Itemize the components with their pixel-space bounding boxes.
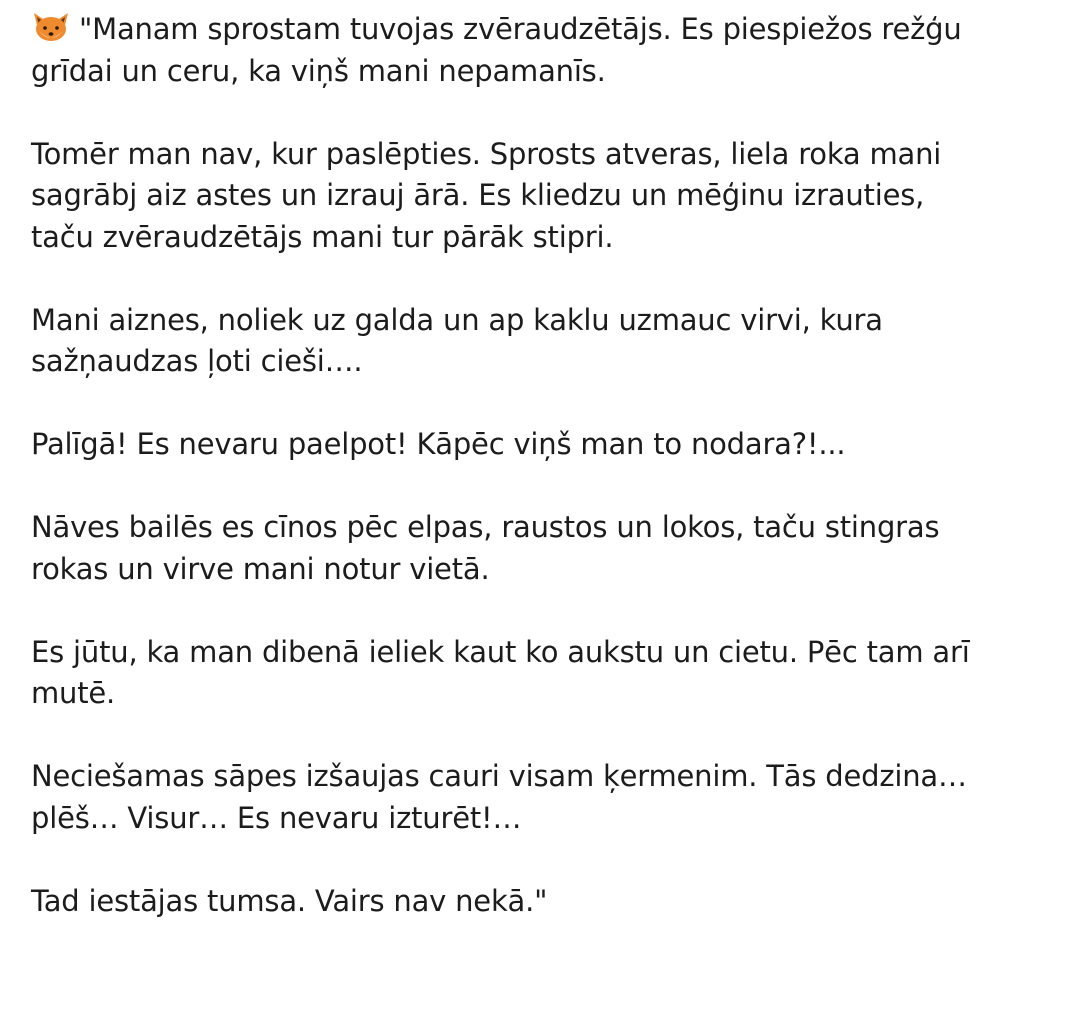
paragraph-6: Es jūtu, ka man dibenā ieliek kaut ko aukstu un cietu. Pēc tam arī mutē. — [31, 634, 970, 710]
paragraph-3: Mani aiznes, noliek uz galda un ap kaklu uzmauc virvi, kura sažņaudzas ļoti cieši…. — [31, 302, 883, 378]
paragraph-8: Tad iestājas tumsa. Vairs nav nekā." — [31, 883, 548, 918]
paragraph-7: Neciešamas sāpes izšaujas cauri visam ķermenim. Tās dedzina… plēš… Visur… Es nevaru izturēt!… — [31, 759, 967, 835]
paragraph-text: "Manam sprostam tuvojas zvēraudzētājs. Es piespiežos režģu grīdai un ceru, ka viņš mani nepamanīs. — [31, 12, 962, 88]
paragraph-2: Tomēr man nav, kur paslēpties. Sprosts atveras, liela roka mani sagrābj aiz astes un izrauj ārā. Es kliedzu un mēģinu izrauties, taču zvēraudzētājs mani tur pārāk stipri. — [31, 136, 942, 254]
fox-face-icon — [31, 11, 71, 43]
paragraph-1 — [31, 9, 1061, 92]
post-body — [31, 9, 1061, 922]
paragraph-4: Palīgā! Es nevaru paelpot! Kāpēc viņš man to nodara?!... — [31, 427, 846, 461]
paragraph-5: Nāves bailēs es cīnos pēc elpas, raustos un lokos, taču stingras rokas un virve mani notur vietā. — [31, 510, 940, 586]
